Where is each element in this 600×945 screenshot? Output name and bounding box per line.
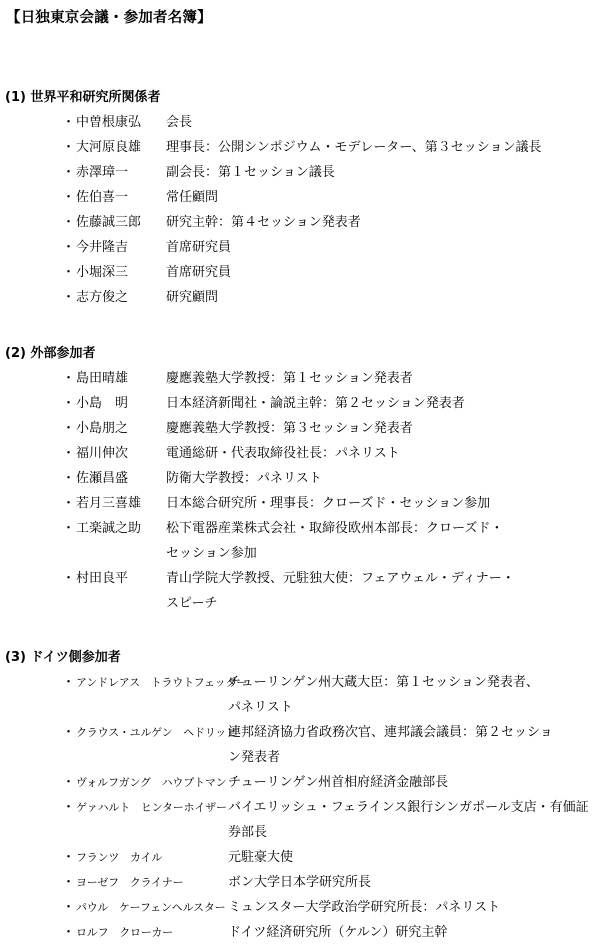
person-name: 佐伯喜一 [76,190,129,205]
person-name: 工楽誠之助 [76,521,142,536]
person-role: ミュンスター大学政治学研究所長：パネリスト [228,900,501,915]
bullet: ・ [62,775,76,790]
person-name: 島田晴雄 [76,371,129,386]
entry-list [0,670,600,945]
list-item [0,566,600,616]
bullet: ・ [62,850,76,865]
person-name: 若月三喜雄 [76,496,142,511]
list-item [0,185,600,210]
bullet: ・ [62,496,76,511]
person-name: 小島朋之 [76,421,129,436]
bullet: ・ [62,800,76,815]
bullet: ・ [62,165,76,180]
bullet: ・ [62,471,76,486]
person-role: 首席研究員 [166,240,232,255]
person-role: 慶應義塾大学教授：第３セッション発表者 [166,421,413,436]
person-name: クラウス・ユルゲン ヘドリッヒ [76,726,237,739]
person-name: 佐瀬昌盛 [76,471,129,486]
person-name: 大河原良雄 [76,140,142,155]
list-item [0,391,600,416]
person-role: 首席研究員 [166,265,232,280]
person-role: 元駐豪大使 [228,850,294,865]
list-item [0,416,600,441]
bullet: ・ [62,900,76,915]
list-item [0,720,600,770]
person-name: 村田良平 [76,571,129,586]
list-item [0,285,600,310]
bullet: ・ [62,875,76,890]
person-name: ヴォルフガング ハウプトマン [76,776,227,789]
person-name: ヨーゼフ クライナー [76,876,184,889]
entry-list [0,110,600,310]
person-name: パウル ケーフェンヘルスター [76,901,226,914]
list-item [0,795,600,845]
person-role: 連邦経済協力省政務次官、連邦議会議員：第２セッショ ン発表者 [228,725,553,765]
bullet: ・ [62,446,76,461]
person-role: 日本総合研究所・理事長：クローズド・セッション参加 [166,496,491,511]
person-name: アンドレアス トラウトフェッター [76,676,248,689]
list-item [0,895,600,920]
bullet: ・ [62,240,76,255]
person-role: 日本経済新聞社・論説主幹：第２セッション発表者 [166,396,465,411]
bullet: ・ [62,725,76,740]
section-heading: (2) 外部参加者 [5,346,96,361]
list-item [0,235,600,260]
list-item [0,466,600,491]
person-role: 青山学院大学教授、元駐独大使：フェアウェル・ディナー・ スピーチ [166,571,515,611]
person-name: 佐藤誠三郎 [76,215,142,230]
list-item [0,516,600,566]
person-name: 志方俊之 [76,290,129,305]
list-item [0,366,600,391]
person-name: ゲァハルト ヒンターホイザー [76,801,227,814]
person-role: 研究主幹：第４セッション発表者 [166,215,361,230]
bullet: ・ [62,265,76,280]
person-role: 電通総研・代表取締役社長：パネリスト [166,446,400,461]
person-role: バイエリッシュ・フェラインス銀行シンガポール支店・有価証券部長 [228,800,589,840]
person-role: 副会長：第１セッション議長 [166,165,335,180]
list-item [0,135,600,160]
bullet: ・ [62,140,76,155]
person-name: 福川伸次 [76,446,129,461]
bullet: ・ [62,190,76,205]
list-item [0,670,600,720]
section-heading: (3) ドイツ側参加者 [5,650,121,665]
bullet: ・ [62,675,76,690]
bullet: ・ [62,925,76,940]
bullet: ・ [62,290,76,305]
person-role: 理事長：公開シンポジウム・モデレーター、第３セッション議長 [166,140,542,155]
list-item [0,110,600,135]
person-name: 赤澤璋一 [76,165,129,180]
list-item [0,770,600,795]
list-item [0,920,600,945]
bullet: ・ [62,571,76,586]
list-item [0,160,600,185]
list-item [0,260,600,285]
person-role: 研究顧問 [166,290,219,305]
person-name: フランツ カイル [76,851,163,864]
person-name: 中曽根康弘 [76,115,142,130]
list-item [0,845,600,870]
bullet: ・ [62,396,76,411]
person-role: 松下電器産業株式会社・取締役欧州本部長：クローズド・ セッション参加 [166,521,504,561]
person-name: 今井隆吉 [76,240,129,255]
list-item [0,491,600,516]
person-name: 小堀深三 [76,265,129,280]
person-role: チューリンゲン州首相府経済金融部長 [228,775,449,790]
bullet: ・ [62,521,76,536]
person-name: 小島 明 [76,396,129,411]
person-role: 会長 [166,115,193,130]
entry-list [0,366,600,616]
bullet: ・ [62,215,76,230]
person-name: ロルフ クローカー [76,926,173,939]
section-heading: (1) 世界平和研究所関係者 [5,90,161,105]
person-role: 防衛大学教授：パネリスト [166,471,322,486]
person-role: ボン大学日本学研究所長 [228,875,372,890]
person-role: チューリンゲン州大蔵大臣：第１セッション発表者、 パネリスト [228,675,539,715]
bullet: ・ [62,371,76,386]
bullet: ・ [62,421,76,436]
person-role: 慶應義塾大学教授：第１セッション発表者 [166,371,413,386]
list-item [0,441,600,466]
person-role: ドイツ経済研究所（ケルン）研究主幹 [228,925,448,940]
list-item [0,870,600,895]
person-role: 常任顧問 [166,190,219,205]
list-item [0,210,600,235]
bullet: ・ [62,115,76,130]
document-title: 【日独東京会議・参加者名簿】 [6,10,212,26]
